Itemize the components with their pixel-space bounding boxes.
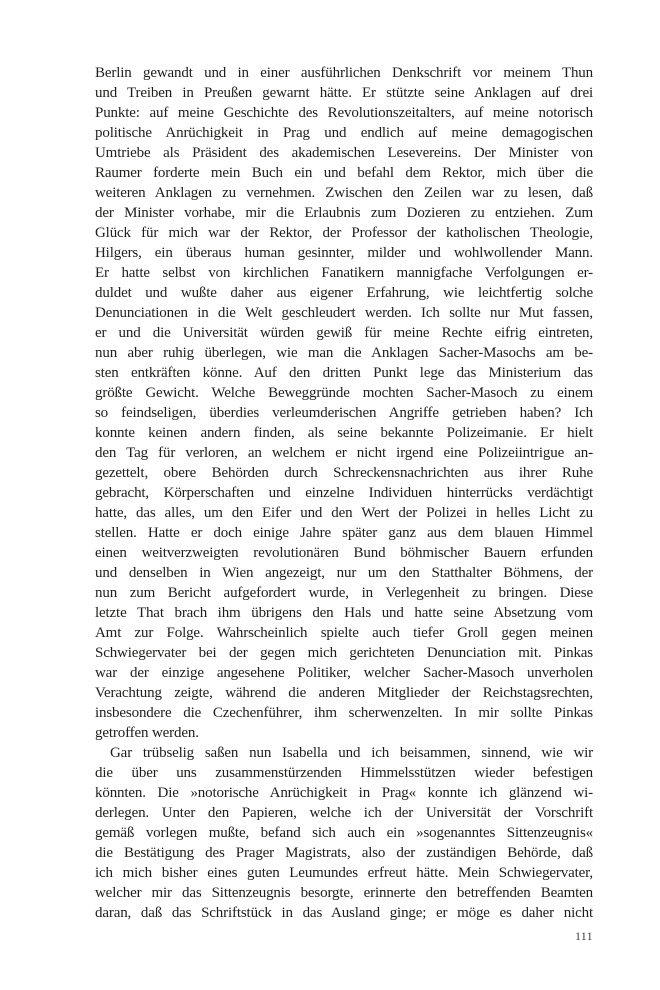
text-line: einen weitverzweigten revolutionären Bund böhmischer Bauern erfunden [95,545,593,561]
text-line: Umtriebe als Präsident des akademischen Lesevereins. Der Minister von [95,145,593,161]
text-line: stellen. Hatte er doch einige Jahre später ganz aus dem blauen Himmel [95,525,593,541]
text-line: ich mich bisher eines guten Leumundes erfreut hätte. Mein Schwiegervater, [95,865,593,881]
text-line: Raumer forderte mein Buch ein und befahl dem Rektor, mich über die [95,165,593,181]
text-line: den Tag für verloren, an welchem er nicht irgend eine Polizeiintrigue an- [95,445,593,461]
text-line: letzte That brach ihm übrigens den Hals und hatte seine Absetzung vom [95,605,593,621]
text-line: gezettelt, obere Behörden durch Schreckensnachrichten aus ihrer Ruhe [95,465,593,481]
text-line: duldet und wußte daher aus eigener Erfahrung, wie leichtfertig solche [95,285,593,301]
text-line: Denunciationen in die Welt geschleudert werden. Ich sollte nur Mut fassen, [95,305,593,321]
text-line: nun aber ruhig überlegen, wie man die Anklagen Sacher-Masochs am be- [95,345,593,361]
paragraph [95,743,593,923]
text-line: insbesondere die Czechenführer, ihm scherwenzelten. In mir sollte Pinkas [95,705,593,721]
text-line: Schwiegervater bei der gegen mich gerichteten Denunciation mit. Pinkas [95,645,593,661]
text-line: Gar trübselig saßen nun Isabella und ich beisammen, sinnend, wie wir [110,745,593,761]
text-line: Hilgers, ein überaus human gesinnter, milder und wohlwollender Mann. [95,245,593,261]
text-line: war der einzige angesehene Politiker, welcher Sacher-Masoch unverholen [95,665,593,681]
text-line: nun zum Bericht aufgefordert wurde, in Verlegenheit zu bringen. Diese [95,585,593,601]
text-line: daran, daß das Schriftstück in das Ausland ginge; er möge es daher nicht [95,905,593,921]
text-line: und denselben in Wien angezeigt, nur um den Statthalter Böhmens, der [95,565,593,581]
page-number: 111 [575,931,593,943]
text-line: welcher mir das Sittenzeugnis besorgte, erinnerte den betreffenden Beamten [95,885,593,901]
text-line: gemäß vorlegen mußte, befand sich auch ein »sogenanntes Sittenzeugnis« [95,825,593,841]
text-line: politische Anrüchigkeit in Prag und endlich auf meine demagogischen [95,125,593,141]
text-line: er und die Universität würden gewiß für meine Rechte eifrig eintreten, [95,325,593,341]
text-line: Berlin gewandt und in einer ausführlichen Denkschrift vor meinem Thun [95,65,593,81]
text-line: größte Gewicht. Welche Beweggründe mochten Sacher-Masoch zu einem [95,385,593,401]
text-block [95,63,593,923]
text-line: konnte keinen andern finden, als seine bekannte Polizeimanie. Er hielt [95,425,593,441]
text-line: Er hatte selbst von kirchlichen Fanatikern mannigfache Verfolgungen er- [95,265,593,281]
text-line: Punkte: auf meine Geschichte des Revolutionszeitalters, auf meine notorisch [95,105,593,121]
text-line: Glück für mich war der Rektor, der Professor der katholischen Theologie, [95,225,593,241]
text-line: getroffen werden. [95,725,199,741]
text-line: die Bestätigung des Prager Magistrats, also der zuständigen Behörde, daß [95,845,593,861]
text-line: die über uns zusammenstürzenden Himmelsstützen wieder befestigen [95,765,593,781]
text-line: sten entkräften könne. Auf den dritten Punkt lege das Ministerium das [95,365,593,381]
text-line: der Minister vorhabe, mir die Erlaubnis zum Dozieren zu entziehen. Zum [95,205,593,221]
text-line: weiteren Anklagen zu vernehmen. Zwischen den Zeilen war zu lesen, daß [95,185,593,201]
text-line: Amt zur Folge. Wahrscheinlich spielte auch tiefer Groll gegen meinen [95,625,593,641]
text-line: derlegen. Unter den Papieren, welche ich der Universität der Vorschrift [95,805,593,821]
text-line: und Treiben in Preußen gewarnt hätte. Er stützte seine Anklagen auf drei [95,85,593,101]
text-line: gebracht, Körperschaften und einzelne Individuen hinterrücks verdächtigt [95,485,593,501]
text-line: könnten. Die »notorische Anrüchigkeit in Prag« konnte ich glänzend wi- [95,785,593,801]
text-line: hatte, das alles, um den Eifer und den Wert der Polizei in helles Licht zu [95,505,593,521]
paragraph [95,63,593,743]
text-line: so feindseligen, überdies verleumderischen Angriffe getrieben haben? Ich [95,405,593,421]
text-line: Verachtung zeigte, während die anderen Mitglieder der Reichstagsrechten, [95,685,593,701]
